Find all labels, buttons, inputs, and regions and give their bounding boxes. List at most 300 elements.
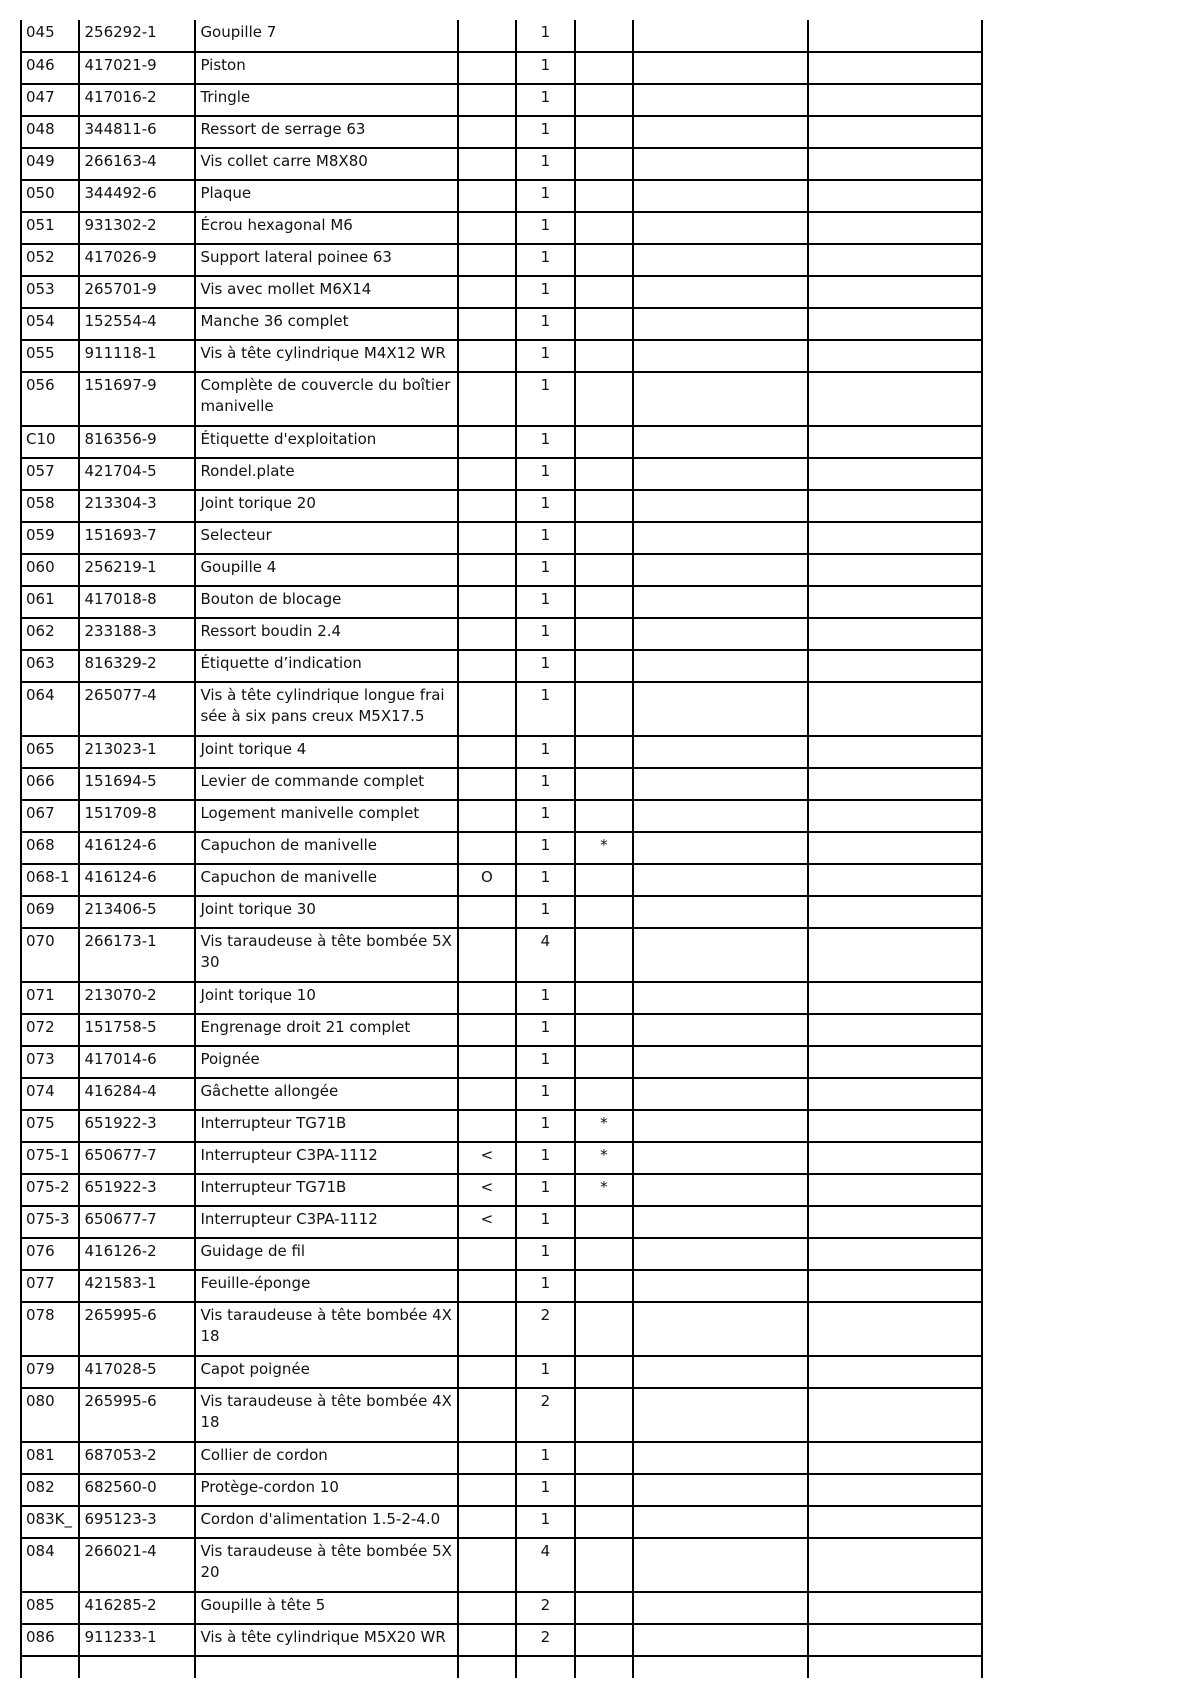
part-number: 416124-6 <box>79 864 195 896</box>
item-number: 069 <box>21 896 79 928</box>
quantity: 1 <box>516 180 574 212</box>
mark-cell <box>458 896 516 928</box>
blank-cell <box>633 1538 807 1592</box>
part-description: Vis à tête cylindrique longue frai sée à six pans creux M5X17.5 <box>195 682 457 736</box>
part-number: 256292-1 <box>79 20 195 52</box>
blank-cell <box>195 1656 457 1678</box>
note-asterisk <box>575 864 633 896</box>
part-number: 417018-8 <box>79 586 195 618</box>
part-description: Vis taraudeuse à tête bombée 4X 18 <box>195 1388 457 1442</box>
part-description: Piston <box>195 52 457 84</box>
blank-cell <box>633 800 807 832</box>
note-asterisk <box>575 1078 633 1110</box>
mark-cell <box>458 554 516 586</box>
table-row <box>21 928 982 982</box>
mark-cell <box>458 682 516 736</box>
mark-cell <box>458 618 516 650</box>
item-number: 085 <box>21 1592 79 1624</box>
part-number: 911118-1 <box>79 340 195 372</box>
table-row <box>21 1388 982 1442</box>
table-row <box>21 736 982 768</box>
blank-cell <box>633 1656 807 1678</box>
mark-cell <box>458 1302 516 1356</box>
quantity: 1 <box>516 1206 574 1238</box>
table-row <box>21 1506 982 1538</box>
quantity: 1 <box>516 586 574 618</box>
part-number: 911233-1 <box>79 1624 195 1656</box>
mark-cell <box>458 1442 516 1474</box>
part-number: 417021-9 <box>79 52 195 84</box>
blank-cell <box>633 20 807 52</box>
table-row <box>21 212 982 244</box>
note-asterisk <box>575 928 633 982</box>
quantity: 1 <box>516 1014 574 1046</box>
mark-cell <box>458 212 516 244</box>
part-number: 816329-2 <box>79 650 195 682</box>
note-asterisk <box>575 618 633 650</box>
note-asterisk <box>575 736 633 768</box>
blank-cell <box>808 340 983 372</box>
table-row <box>21 458 982 490</box>
note-asterisk <box>575 1474 633 1506</box>
blank-cell <box>633 276 807 308</box>
item-number: 072 <box>21 1014 79 1046</box>
blank-cell <box>516 1656 574 1678</box>
quantity: 1 <box>516 896 574 928</box>
note-asterisk <box>575 1270 633 1302</box>
quantity: 1 <box>516 276 574 308</box>
blank-cell <box>808 1110 983 1142</box>
item-number: 058 <box>21 490 79 522</box>
blank-cell <box>633 650 807 682</box>
quantity: 1 <box>516 20 574 52</box>
table-row <box>21 618 982 650</box>
table-row <box>21 1078 982 1110</box>
blank-cell <box>633 554 807 586</box>
quantity: 1 <box>516 768 574 800</box>
note-asterisk <box>575 276 633 308</box>
mark-cell <box>458 372 516 426</box>
note-asterisk: * <box>575 832 633 864</box>
part-description: Vis taraudeuse à tête bombée 5X 20 <box>195 1538 457 1592</box>
item-number: 053 <box>21 276 79 308</box>
part-number: 266021-4 <box>79 1538 195 1592</box>
mark-cell <box>458 1110 516 1142</box>
part-description: Cordon d'alimentation 1.5-2-4.0 <box>195 1506 457 1538</box>
item-number: 057 <box>21 458 79 490</box>
blank-cell <box>633 736 807 768</box>
note-asterisk <box>575 212 633 244</box>
part-number: 151693-7 <box>79 522 195 554</box>
note-asterisk <box>575 372 633 426</box>
quantity: 1 <box>516 736 574 768</box>
note-asterisk: * <box>575 1110 633 1142</box>
blank-cell <box>808 1442 983 1474</box>
blank-cell <box>808 768 983 800</box>
table-row <box>21 84 982 116</box>
blank-cell <box>808 372 983 426</box>
blank-cell <box>808 1142 983 1174</box>
part-number: 213304-3 <box>79 490 195 522</box>
quantity: 1 <box>516 308 574 340</box>
part-number: 416284-4 <box>79 1078 195 1110</box>
blank-cell <box>633 116 807 148</box>
part-number: 213070-2 <box>79 982 195 1014</box>
item-number: 075 <box>21 1110 79 1142</box>
part-number: 344492-6 <box>79 180 195 212</box>
part-number: 416124-6 <box>79 832 195 864</box>
part-description: Vis collet carre M8X80 <box>195 148 457 180</box>
mark-cell <box>458 1506 516 1538</box>
quantity: 1 <box>516 84 574 116</box>
mark-cell <box>458 308 516 340</box>
quantity: 1 <box>516 682 574 736</box>
part-description: Joint torique 30 <box>195 896 457 928</box>
table-row <box>21 426 982 458</box>
part-number: 650677-7 <box>79 1142 195 1174</box>
part-number: 151709-8 <box>79 800 195 832</box>
part-description: Interrupteur C3PA-1112 <box>195 1142 457 1174</box>
blank-cell <box>21 1656 79 1678</box>
mark-cell <box>458 1046 516 1078</box>
part-number: 687053-2 <box>79 1442 195 1474</box>
note-asterisk <box>575 148 633 180</box>
part-description: Vis taraudeuse à tête bombée 5X 30 <box>195 928 457 982</box>
note-asterisk <box>575 768 633 800</box>
blank-cell <box>808 426 983 458</box>
blank-cell <box>633 832 807 864</box>
note-asterisk <box>575 116 633 148</box>
part-description: Support lateral poinee 63 <box>195 244 457 276</box>
mark-cell <box>458 1356 516 1388</box>
part-description: Poignée <box>195 1046 457 1078</box>
mark-cell <box>458 1270 516 1302</box>
part-description: Protège-cordon 10 <box>195 1474 457 1506</box>
blank-cell <box>633 1442 807 1474</box>
blank-cell <box>575 1656 633 1678</box>
note-asterisk <box>575 896 633 928</box>
quantity: 1 <box>516 340 574 372</box>
table-row <box>21 832 982 864</box>
note-asterisk <box>575 1388 633 1442</box>
table-row <box>21 768 982 800</box>
mark-cell <box>458 928 516 982</box>
part-number: 695123-3 <box>79 1506 195 1538</box>
quantity: 2 <box>516 1388 574 1442</box>
part-number: 417014-6 <box>79 1046 195 1078</box>
table-row <box>21 372 982 426</box>
table-row <box>21 244 982 276</box>
mark-cell <box>458 800 516 832</box>
quantity: 1 <box>516 1174 574 1206</box>
part-description: Étiquette d’indication <box>195 650 457 682</box>
table-row <box>21 1538 982 1592</box>
note-asterisk <box>575 800 633 832</box>
item-number: 079 <box>21 1356 79 1388</box>
blank-cell <box>633 148 807 180</box>
note-asterisk <box>575 586 633 618</box>
blank-cell <box>633 1046 807 1078</box>
item-number: 075-2 <box>21 1174 79 1206</box>
part-description: Interrupteur C3PA-1112 <box>195 1206 457 1238</box>
note-asterisk <box>575 490 633 522</box>
item-number: 051 <box>21 212 79 244</box>
mark-cell <box>458 832 516 864</box>
part-number: 213023-1 <box>79 736 195 768</box>
part-number: 416126-2 <box>79 1238 195 1270</box>
part-description: Bouton de blocage <box>195 586 457 618</box>
quantity: 1 <box>516 1270 574 1302</box>
mark-cell: < <box>458 1174 516 1206</box>
blank-cell <box>633 340 807 372</box>
note-asterisk <box>575 1014 633 1046</box>
blank-cell <box>633 1506 807 1538</box>
table-row <box>21 1238 982 1270</box>
blank-cell <box>808 682 983 736</box>
item-number: 073 <box>21 1046 79 1078</box>
item-number: 082 <box>21 1474 79 1506</box>
item-number: 056 <box>21 372 79 426</box>
blank-cell <box>633 896 807 928</box>
blank-cell <box>808 928 983 982</box>
part-description: Joint torique 20 <box>195 490 457 522</box>
blank-cell <box>808 982 983 1014</box>
table-row <box>21 1302 982 1356</box>
quantity: 1 <box>516 554 574 586</box>
part-description: Capuchon de manivelle <box>195 832 457 864</box>
note-asterisk <box>575 308 633 340</box>
part-description: Goupille à tête 5 <box>195 1592 457 1624</box>
part-description: Interrupteur TG71B <box>195 1110 457 1142</box>
blank-cell <box>633 1110 807 1142</box>
table-row <box>21 1592 982 1624</box>
table-row <box>21 340 982 372</box>
blank-cell <box>633 426 807 458</box>
note-asterisk <box>575 650 633 682</box>
quantity: 1 <box>516 800 574 832</box>
blank-cell <box>808 1302 983 1356</box>
blank-cell <box>633 928 807 982</box>
note-asterisk <box>575 1356 633 1388</box>
part-number: 233188-3 <box>79 618 195 650</box>
mark-cell <box>458 340 516 372</box>
part-description: Goupille 4 <box>195 554 457 586</box>
table-row <box>21 1110 982 1142</box>
blank-cell <box>633 586 807 618</box>
blank-cell <box>808 20 983 52</box>
table-row <box>21 20 982 52</box>
blank-cell <box>808 1206 983 1238</box>
note-asterisk <box>575 180 633 212</box>
mark-cell: < <box>458 1142 516 1174</box>
blank-cell <box>633 1302 807 1356</box>
item-number: 055 <box>21 340 79 372</box>
item-number: 081 <box>21 1442 79 1474</box>
mark-cell <box>458 586 516 618</box>
part-description: Ressort de serrage 63 <box>195 116 457 148</box>
item-number: 075-1 <box>21 1142 79 1174</box>
part-description: Vis à tête cylindrique M4X12 WR <box>195 340 457 372</box>
item-number: 083K_ <box>21 1506 79 1538</box>
blank-cell <box>808 586 983 618</box>
quantity: 1 <box>516 372 574 426</box>
note-asterisk <box>575 554 633 586</box>
note-asterisk <box>575 682 633 736</box>
note-asterisk: * <box>575 1174 633 1206</box>
blank-cell <box>633 458 807 490</box>
blank-cell <box>808 490 983 522</box>
note-asterisk <box>575 1302 633 1356</box>
part-number: 344811-6 <box>79 116 195 148</box>
part-number: 151758-5 <box>79 1014 195 1046</box>
blank-cell <box>808 1388 983 1442</box>
item-number: 063 <box>21 650 79 682</box>
part-number: 651922-3 <box>79 1110 195 1142</box>
mark-cell <box>458 458 516 490</box>
blank-cell <box>633 522 807 554</box>
blank-cell <box>458 1656 516 1678</box>
part-description: Complète de couvercle du boîtier manivelle <box>195 372 457 426</box>
quantity: 2 <box>516 1624 574 1656</box>
blank-cell <box>808 800 983 832</box>
quantity: 1 <box>516 1442 574 1474</box>
part-description: Engrenage droit 21 complet <box>195 1014 457 1046</box>
quantity: 1 <box>516 1506 574 1538</box>
part-description: Manche 36 complet <box>195 308 457 340</box>
part-description: Vis taraudeuse à tête bombée 4X 18 <box>195 1302 457 1356</box>
item-number: 075-3 <box>21 1206 79 1238</box>
blank-cell <box>633 1356 807 1388</box>
blank-cell <box>808 554 983 586</box>
item-number: 060 <box>21 554 79 586</box>
table-row <box>21 1270 982 1302</box>
table-row <box>21 1142 982 1174</box>
quantity: 2 <box>516 1302 574 1356</box>
table-row <box>21 522 982 554</box>
mark-cell <box>458 522 516 554</box>
mark-cell <box>458 1388 516 1442</box>
quantity: 1 <box>516 1046 574 1078</box>
table-row <box>21 276 982 308</box>
item-number: 052 <box>21 244 79 276</box>
item-number: 049 <box>21 148 79 180</box>
part-description: Écrou hexagonal M6 <box>195 212 457 244</box>
part-number: 417016-2 <box>79 84 195 116</box>
note-asterisk <box>575 340 633 372</box>
note-asterisk <box>575 1624 633 1656</box>
part-number: 151694-5 <box>79 768 195 800</box>
blank-cell <box>808 1078 983 1110</box>
mark-cell: O <box>458 864 516 896</box>
part-number: 651922-3 <box>79 1174 195 1206</box>
mark-cell <box>458 116 516 148</box>
part-number: 266173-1 <box>79 928 195 982</box>
mark-cell <box>458 180 516 212</box>
blank-cell <box>808 1014 983 1046</box>
item-number: 047 <box>21 84 79 116</box>
blank-cell <box>808 308 983 340</box>
blank-cell <box>633 372 807 426</box>
part-description: Capuchon de manivelle <box>195 864 457 896</box>
note-asterisk <box>575 1538 633 1592</box>
mark-cell <box>458 1538 516 1592</box>
mark-cell <box>458 20 516 52</box>
table-row <box>21 1046 982 1078</box>
note-asterisk <box>575 1592 633 1624</box>
note-asterisk <box>575 1238 633 1270</box>
item-number: 059 <box>21 522 79 554</box>
mark-cell <box>458 148 516 180</box>
mark-cell <box>458 1624 516 1656</box>
table-row <box>21 1174 982 1206</box>
blank-cell <box>808 650 983 682</box>
item-number: 068 <box>21 832 79 864</box>
quantity: 1 <box>516 244 574 276</box>
note-asterisk <box>575 982 633 1014</box>
part-number: 421583-1 <box>79 1270 195 1302</box>
blank-cell <box>808 1624 983 1656</box>
part-description: Rondel.plate <box>195 458 457 490</box>
blank-cell <box>633 1206 807 1238</box>
item-number: 080 <box>21 1388 79 1442</box>
part-description: Gâchette allongée <box>195 1078 457 1110</box>
part-number: 417026-9 <box>79 244 195 276</box>
note-asterisk <box>575 84 633 116</box>
quantity: 1 <box>516 52 574 84</box>
mark-cell <box>458 1238 516 1270</box>
mark-cell <box>458 650 516 682</box>
part-number: 682560-0 <box>79 1474 195 1506</box>
note-asterisk <box>575 52 633 84</box>
blank-cell <box>808 1538 983 1592</box>
note-asterisk <box>575 426 633 458</box>
part-number: 416285-2 <box>79 1592 195 1624</box>
quantity: 1 <box>516 1110 574 1142</box>
item-number: 076 <box>21 1238 79 1270</box>
mark-cell <box>458 426 516 458</box>
note-asterisk <box>575 20 633 52</box>
part-number: 265995-6 <box>79 1302 195 1356</box>
mark-cell <box>458 768 516 800</box>
quantity: 1 <box>516 1356 574 1388</box>
mark-cell <box>458 52 516 84</box>
blank-cell <box>633 244 807 276</box>
part-description: Collier de cordon <box>195 1442 457 1474</box>
part-description: Joint torique 10 <box>195 982 457 1014</box>
item-number: 048 <box>21 116 79 148</box>
table-row <box>21 1014 982 1046</box>
parts-table-body <box>21 20 982 1678</box>
blank-cell <box>808 896 983 928</box>
table-row <box>21 650 982 682</box>
blank-cell <box>633 1592 807 1624</box>
blank-cell <box>79 1656 195 1678</box>
quantity: 1 <box>516 1474 574 1506</box>
part-description: Étiquette d'exploitation <box>195 426 457 458</box>
blank-cell <box>808 1656 983 1678</box>
part-description: Goupille 7 <box>195 20 457 52</box>
part-description: Ressort boudin 2.4 <box>195 618 457 650</box>
parts-table <box>20 20 983 1678</box>
part-number: 421704-5 <box>79 458 195 490</box>
table-row <box>21 682 982 736</box>
quantity: 1 <box>516 148 574 180</box>
quantity: 4 <box>516 1538 574 1592</box>
blank-cell <box>808 1238 983 1270</box>
part-description: Tringle <box>195 84 457 116</box>
item-number: 065 <box>21 736 79 768</box>
part-description: Vis avec mollet M6X14 <box>195 276 457 308</box>
